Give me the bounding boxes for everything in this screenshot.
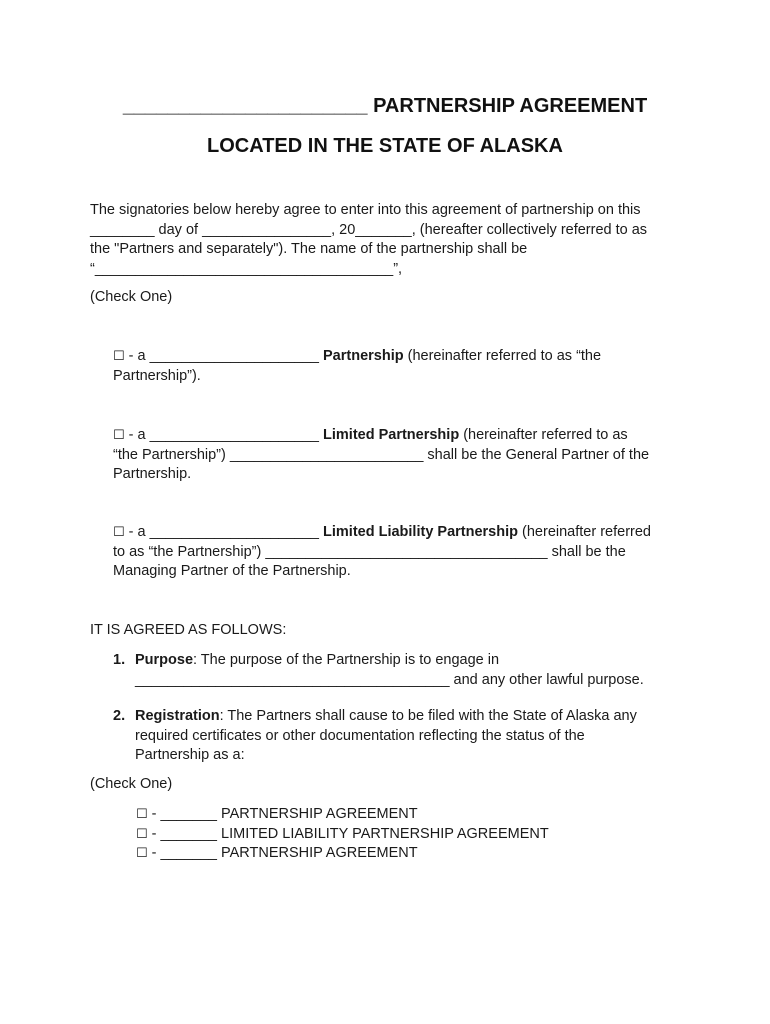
check-one-label-2: (Check One) xyxy=(90,776,173,792)
clause-purpose: 1. Purpose: The purpose of the Partnership is to engage in _______________________________________ and any other lawful purpose. xyxy=(113,652,644,688)
registration-option: ☐ - _______ PARTNERSHIP AGREEMENT xyxy=(136,845,418,861)
intro-line: the "Partners and separately"). The name of the partnership shall be xyxy=(90,241,528,257)
registration-options xyxy=(136,805,549,864)
check-one-label: (Check One) xyxy=(90,289,173,305)
option-limited-liability-partnership: ☐ - a _____________________ Limited Liability Partnership (hereinafter referred to as “the Partnership”) ___________________________________ shall be the Managing Partner of the Partnership. xyxy=(113,524,651,579)
checkbox-icon[interactable]: ☐ xyxy=(113,349,125,364)
checkbox-icon[interactable]: ☐ xyxy=(136,826,148,842)
option-limited-partnership: ☐ - a _____________________ Limited Partnership (hereinafter referred to as “the Partnership”) ________________________ shall be the General Partner of the Partnership. xyxy=(113,427,650,482)
option-partnership: ☐ - a _____________________ Partnership (hereinafter referred to as “the Partnership”). xyxy=(113,348,602,384)
checkbox-icon[interactable]: ☐ xyxy=(113,525,125,540)
document-title: ______________________ PARTNERSHIP AGREEMENT xyxy=(122,95,648,117)
registration-option: ☐ - _______ LIMITED LIABILITY PARTNERSHIP AGREEMENT xyxy=(136,825,549,842)
clause-number: 1. xyxy=(113,652,126,668)
intro-line: “_____________________________________”, xyxy=(90,260,403,277)
checkbox-icon[interactable]: ☐ xyxy=(136,846,148,861)
clause-number: 2. xyxy=(113,708,126,724)
intro-line: ________ day of ________________, 20_______, (hereafter collectively referred to as xyxy=(90,221,648,238)
checkbox-icon[interactable]: ☐ xyxy=(113,428,125,443)
checkbox-icon[interactable]: ☐ xyxy=(136,807,148,822)
intro-line: The signatories below hereby agree to enter into this agreement of partnership on this xyxy=(90,202,641,218)
agreed-heading: IT IS AGREED AS FOLLOWS: xyxy=(90,622,287,638)
registration-option: ☐ - _______ PARTNERSHIP AGREEMENT xyxy=(136,806,418,822)
document-subtitle: LOCATED IN THE STATE OF ALASKA xyxy=(207,135,563,157)
clause-registration: 2. Registration: The Partners shall cause to be filed with the State of Alaska any required certificates or other documentation reflecting the status of the Partnership as a: xyxy=(113,708,637,763)
intro-paragraph xyxy=(90,201,647,279)
